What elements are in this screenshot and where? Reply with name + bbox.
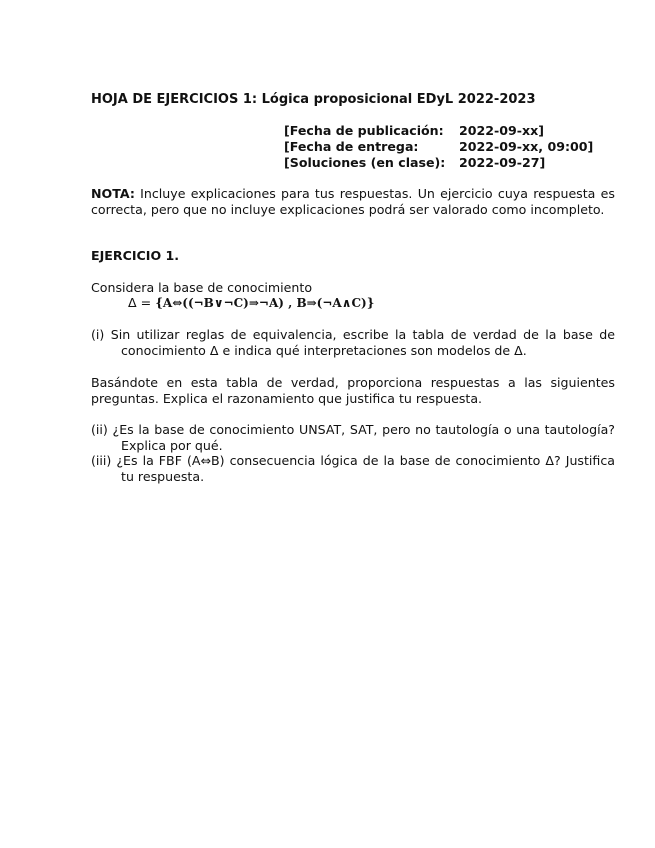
due-date-row bbox=[284, 139, 593, 155]
question-ii bbox=[91, 422, 615, 453]
publication-date-label: [Fecha de publicación: bbox=[284, 123, 444, 138]
publication-date-value: 2022-09-xx] bbox=[459, 123, 545, 138]
question-iii-text: (iii) ¿Es la FBF (A⇔B) consecuencia lógica de la base de conocimiento Δ? Justifica tu respuesta. bbox=[91, 453, 615, 484]
dates-block bbox=[284, 123, 593, 171]
solutions-date-row bbox=[284, 155, 593, 171]
due-date-value: 2022-09-xx, 09:00] bbox=[459, 139, 594, 154]
knowledge-base-formula bbox=[128, 295, 374, 310]
instructions-paragraph: Basándote en esta tabla de verdad, proporciona respuestas a las siguientes preguntas. Explica el razonamiento que justifica tu respuesta. bbox=[91, 375, 615, 406]
delta-symbol: Δ = bbox=[128, 295, 152, 310]
exercise-title: EJERCICIO 1. bbox=[91, 248, 180, 263]
solutions-date-label: [Soluciones (en clase): bbox=[284, 155, 446, 170]
due-date-label: [Fecha de entrega: bbox=[284, 139, 419, 154]
publication-date-row bbox=[284, 123, 593, 139]
formula-text: {A⇔((¬B∨¬C)⇒¬A) , B⇒(¬A∧C)} bbox=[155, 296, 375, 310]
question-iii bbox=[91, 453, 615, 484]
note-text: Incluye explicaciones para tus respuestas. Un ejercicio cuya respuesta es correcta, pero que no incluye explicaciones podrá ser valorado como incompleto. bbox=[91, 186, 615, 217]
note-paragraph bbox=[91, 186, 615, 217]
solutions-date-value: 2022-09-27] bbox=[459, 155, 546, 170]
question-i-text: (i) Sin utilizar reglas de equivalencia, escribe la tabla de verdad de la base de conocimiento Δ e indica qué interpretaciones son modelos de Δ. bbox=[91, 327, 615, 358]
document-title: HOJA DE EJERCICIOS 1: Lógica proposicional EDyL 2022-2023 bbox=[91, 92, 536, 107]
question-i bbox=[91, 327, 615, 358]
exercise-intro: Considera la base de conocimiento bbox=[91, 280, 313, 295]
note-label: NOTA: bbox=[91, 186, 135, 201]
question-ii-text: (ii) ¿Es la base de conocimiento UNSAT, SAT, pero no tautología o una tautología? Explica por qué. bbox=[91, 422, 615, 453]
